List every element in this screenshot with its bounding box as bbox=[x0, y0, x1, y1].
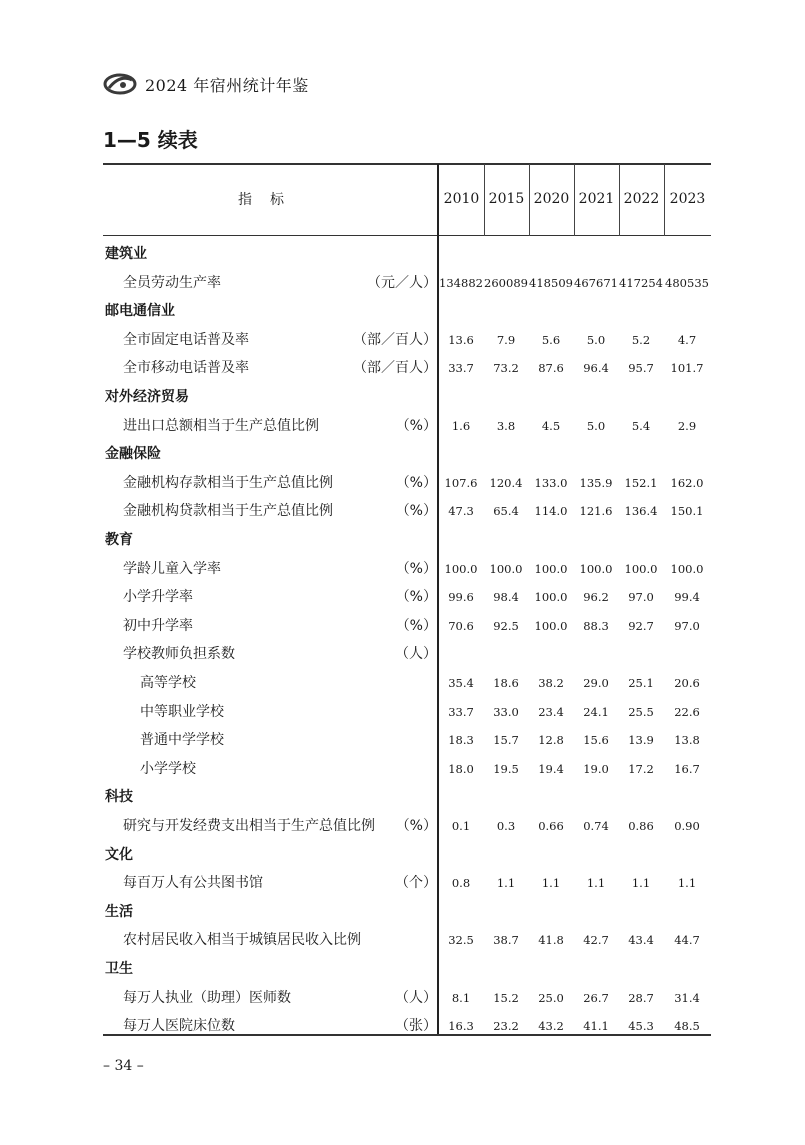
value-cell-2022: 92.7 bbox=[628, 618, 654, 633]
table-row bbox=[103, 497, 711, 525]
indicator-label: 小学学校 bbox=[140, 760, 196, 777]
category-row bbox=[103, 526, 711, 554]
value-cell-2022: 152.1 bbox=[624, 475, 658, 490]
value-cell-2022: 5.2 bbox=[631, 332, 651, 347]
value-cell-2020: 100.0 bbox=[534, 590, 568, 605]
table-row bbox=[103, 926, 711, 954]
unit-label: （个） bbox=[395, 875, 437, 892]
unit-label: （%） bbox=[395, 617, 437, 634]
value-cell-2020: 41.8 bbox=[538, 933, 564, 948]
indicator-label: 进出口总额相当于生产总值比例 bbox=[123, 417, 319, 434]
value-cell-2022: 25.1 bbox=[628, 676, 654, 690]
value-cell-2010: 18.0 bbox=[448, 761, 474, 776]
unit-label: （%） bbox=[395, 589, 437, 606]
table-row bbox=[103, 869, 711, 897]
value-cell-2020: 4.5 bbox=[541, 418, 561, 433]
unit-label: （元／人） bbox=[367, 274, 437, 291]
indicator-label: 普通中学学校 bbox=[140, 732, 224, 749]
indicator-label: 学校教师负担系数 bbox=[123, 646, 235, 663]
table-row bbox=[103, 812, 711, 840]
value-cell-2022: 45.3 bbox=[628, 1019, 654, 1034]
value-cell-2021: 96.4 bbox=[583, 361, 609, 376]
value-cell-2010: 35.4 bbox=[448, 676, 474, 690]
value-cell-2022: 13.9 bbox=[628, 733, 654, 748]
category-label: 邮电通信业 bbox=[105, 303, 175, 320]
table-row bbox=[103, 555, 711, 583]
value-cell-2021: 15.6 bbox=[583, 733, 609, 748]
value-cell-2015: 0.3 bbox=[496, 819, 516, 833]
category-label: 金融保险 bbox=[105, 446, 161, 463]
value-cell-2023: 0.90 bbox=[674, 819, 700, 833]
unit-label: （部／百人） bbox=[353, 360, 437, 377]
value-cell-2010: 107.6 bbox=[444, 475, 478, 490]
value-cell-2010: 32.5 bbox=[448, 933, 474, 948]
value-cell-2023: 1.1 bbox=[677, 876, 697, 891]
table-row bbox=[103, 698, 711, 726]
value-cell-2020: 87.6 bbox=[538, 361, 564, 376]
category-row bbox=[103, 898, 711, 926]
value-cell-2020: 1.1 bbox=[541, 876, 561, 891]
value-cell-2023: 97.0 bbox=[674, 618, 700, 633]
indicator-column-header: 指标 bbox=[238, 192, 302, 208]
value-cell-2022: 25.5 bbox=[628, 704, 654, 719]
value-cell-2010: 100.0 bbox=[444, 561, 478, 576]
value-cell-2010: 0.1 bbox=[451, 819, 471, 833]
value-cell-2021: 26.7 bbox=[583, 990, 609, 1005]
value-cell-2020: 114.0 bbox=[534, 504, 568, 519]
value-cell-2015: 3.8 bbox=[496, 418, 516, 433]
table-row bbox=[103, 726, 711, 754]
category-label: 文化 bbox=[105, 846, 133, 863]
category-label: 教育 bbox=[105, 532, 133, 548]
unit-label: （%） bbox=[395, 503, 437, 520]
value-cell-2021: 0.74 bbox=[583, 819, 609, 833]
value-cell-2023: 48.5 bbox=[674, 1019, 700, 1034]
value-cell-2010: 1.6 bbox=[451, 418, 471, 433]
category-label: 建筑业 bbox=[105, 246, 147, 262]
value-cell-2023: 16.7 bbox=[674, 761, 700, 776]
value-cell-2023: 20.6 bbox=[674, 676, 700, 690]
unit-label: （%） bbox=[395, 474, 437, 491]
indicator-label: 研究与开发经费支出相当于生产总值比例 bbox=[123, 818, 375, 834]
category-row bbox=[103, 841, 711, 869]
value-cell-2020: 100.0 bbox=[534, 561, 568, 576]
value-cell-2022: 28.7 bbox=[628, 990, 654, 1005]
indicator-label: 金融机构存款相当于生产总值比例 bbox=[123, 474, 333, 491]
indicator-label: 高等学校 bbox=[140, 675, 196, 691]
value-cell-2015: 120.4 bbox=[489, 475, 523, 490]
unit-label: （人） bbox=[395, 646, 437, 663]
indicator-label: 小学升学率 bbox=[123, 589, 193, 606]
page-number: – 34 – bbox=[103, 1058, 144, 1074]
value-cell-2010: 33.7 bbox=[448, 704, 474, 719]
table-row bbox=[103, 412, 711, 440]
category-label: 卫生 bbox=[105, 961, 133, 977]
table-row bbox=[103, 612, 711, 640]
value-cell-2022: 95.7 bbox=[628, 361, 654, 376]
indicator-label: 中等职业学校 bbox=[140, 703, 224, 720]
table-row bbox=[103, 640, 711, 668]
value-cell-2015: 7.9 bbox=[496, 332, 516, 347]
value-cell-2021: 42.7 bbox=[583, 933, 609, 948]
category-row bbox=[103, 783, 711, 811]
year-header-2022: 2022 bbox=[623, 191, 660, 207]
value-cell-2023: 480535 bbox=[665, 275, 709, 290]
value-cell-2015: 18.6 bbox=[493, 676, 519, 690]
unit-label: （部／百人） bbox=[353, 331, 437, 348]
category-row bbox=[103, 383, 711, 411]
value-cell-2015: 33.0 bbox=[493, 704, 519, 719]
indicator-label: 农村居民收入相当于城镇居民收入比例 bbox=[123, 932, 361, 949]
value-cell-2015: 73.2 bbox=[493, 361, 519, 376]
value-cell-2022: 5.4 bbox=[631, 418, 651, 433]
value-cell-2020: 0.66 bbox=[538, 819, 564, 833]
unit-label: （%） bbox=[395, 560, 437, 577]
yearbook-title: 2024 年宿州统计年鉴 bbox=[145, 75, 309, 95]
value-cell-2021: 100.0 bbox=[579, 561, 613, 576]
value-cell-2021: 88.3 bbox=[583, 618, 609, 633]
value-cell-2020: 19.4 bbox=[538, 761, 564, 776]
value-cell-2022: 17.2 bbox=[628, 761, 654, 776]
indicator-label: 每万人医院床位数 bbox=[123, 1018, 235, 1035]
year-header-2020: 2020 bbox=[533, 191, 570, 207]
category-label: 对外经济贸易 bbox=[105, 389, 189, 405]
category-label: 科技 bbox=[105, 789, 133, 806]
table-title: 1—5 续表 bbox=[103, 128, 198, 152]
value-cell-2021: 29.0 bbox=[583, 676, 609, 690]
category-label: 生活 bbox=[105, 903, 133, 920]
value-cell-2022: 136.4 bbox=[624, 504, 658, 519]
value-cell-2015: 15.7 bbox=[493, 733, 519, 748]
indicator-label: 全市移动电话普及率 bbox=[123, 360, 249, 377]
page-header bbox=[103, 68, 309, 100]
value-cell-2023: 99.4 bbox=[674, 590, 700, 605]
value-cell-2015: 38.7 bbox=[493, 933, 519, 948]
category-row bbox=[103, 955, 711, 983]
indicator-label: 初中升学率 bbox=[123, 617, 193, 634]
value-cell-2015: 23.2 bbox=[493, 1019, 519, 1034]
value-cell-2023: 150.1 bbox=[670, 504, 704, 519]
value-cell-2021: 96.2 bbox=[583, 590, 609, 605]
value-cell-2023: 13.8 bbox=[674, 733, 700, 748]
table-row bbox=[103, 984, 711, 1012]
value-cell-2023: 4.7 bbox=[677, 332, 697, 347]
indicator-label: 金融机构贷款相当于生产总值比例 bbox=[123, 503, 333, 520]
value-cell-2022: 1.1 bbox=[631, 876, 651, 891]
year-header-2023: 2023 bbox=[669, 191, 706, 207]
table-row bbox=[103, 669, 711, 697]
table-row bbox=[103, 755, 711, 783]
statistics-yearbook-logo-icon bbox=[103, 72, 137, 96]
value-cell-2021: 5.0 bbox=[586, 418, 606, 433]
value-cell-2022: 43.4 bbox=[628, 933, 654, 948]
value-cell-2020: 38.2 bbox=[538, 676, 564, 690]
value-cell-2020: 12.8 bbox=[538, 733, 564, 748]
category-row bbox=[103, 297, 711, 325]
value-cell-2020: 133.0 bbox=[534, 475, 568, 490]
value-cell-2023: 2.9 bbox=[677, 418, 697, 433]
unit-label: （张） bbox=[395, 1018, 437, 1035]
value-cell-2020: 418509 bbox=[529, 275, 573, 290]
value-cell-2023: 162.0 bbox=[670, 475, 704, 490]
value-cell-2020: 43.2 bbox=[538, 1019, 564, 1034]
table-row bbox=[103, 326, 711, 354]
value-cell-2021: 467671 bbox=[574, 275, 618, 290]
value-cell-2010: 99.6 bbox=[448, 590, 474, 605]
value-cell-2021: 5.0 bbox=[586, 332, 606, 347]
value-cell-2015: 65.4 bbox=[493, 504, 519, 519]
value-cell-2010: 134882 bbox=[439, 275, 483, 290]
value-cell-2010: 18.3 bbox=[448, 733, 474, 748]
unit-label: （%） bbox=[395, 417, 437, 434]
value-cell-2020: 5.6 bbox=[541, 332, 561, 347]
value-cell-2010: 0.8 bbox=[451, 876, 471, 891]
value-cell-2023: 44.7 bbox=[674, 933, 700, 948]
value-cell-2010: 47.3 bbox=[448, 504, 474, 519]
value-cell-2021: 121.6 bbox=[579, 504, 613, 519]
value-cell-2022: 0.86 bbox=[628, 819, 654, 833]
indicator-label: 学龄儿童入学率 bbox=[123, 560, 221, 577]
year-header-2015: 2015 bbox=[488, 191, 525, 207]
value-cell-2023: 100.0 bbox=[670, 561, 704, 576]
value-cell-2021: 24.1 bbox=[583, 704, 609, 719]
indicator-label: 每万人执业（助理）医师数 bbox=[123, 989, 291, 1006]
table-row bbox=[103, 269, 711, 297]
indicator-label: 全员劳动生产率 bbox=[123, 274, 221, 291]
value-cell-2023: 22.6 bbox=[674, 704, 700, 719]
value-cell-2020: 23.4 bbox=[538, 704, 564, 719]
value-cell-2010: 70.6 bbox=[448, 618, 474, 633]
value-cell-2021: 1.1 bbox=[586, 876, 606, 891]
category-row bbox=[103, 240, 711, 268]
table-row bbox=[103, 469, 711, 497]
unit-label: （%） bbox=[395, 818, 437, 834]
value-cell-2015: 1.1 bbox=[496, 876, 516, 891]
value-cell-2015: 15.2 bbox=[493, 990, 519, 1005]
value-cell-2015: 92.5 bbox=[493, 618, 519, 633]
value-cell-2022: 100.0 bbox=[624, 561, 658, 576]
value-cell-2015: 100.0 bbox=[489, 561, 523, 576]
unit-label: （人） bbox=[395, 989, 437, 1006]
value-cell-2021: 19.0 bbox=[583, 761, 609, 776]
value-cell-2015: 98.4 bbox=[493, 590, 519, 605]
value-cell-2022: 97.0 bbox=[628, 590, 654, 605]
table-row bbox=[103, 583, 711, 611]
year-header-2010: 2010 bbox=[443, 191, 480, 207]
table-row bbox=[103, 354, 711, 382]
year-header-2021: 2021 bbox=[578, 191, 615, 207]
value-cell-2010: 13.6 bbox=[448, 332, 474, 347]
value-cell-2010: 8.1 bbox=[451, 990, 471, 1005]
value-cell-2020: 100.0 bbox=[534, 618, 568, 633]
indicator-label: 全市固定电话普及率 bbox=[123, 331, 249, 348]
value-cell-2010: 16.3 bbox=[448, 1019, 474, 1034]
value-cell-2022: 417254 bbox=[619, 275, 663, 290]
category-row bbox=[103, 440, 711, 468]
value-cell-2021: 41.1 bbox=[583, 1019, 609, 1034]
value-cell-2023: 31.4 bbox=[674, 990, 700, 1005]
value-cell-2010: 33.7 bbox=[448, 361, 474, 376]
value-cell-2015: 260089 bbox=[484, 275, 528, 290]
value-cell-2023: 101.7 bbox=[670, 361, 704, 376]
indicator-label: 每百万人有公共图书馆 bbox=[123, 875, 263, 892]
table-row bbox=[103, 1012, 711, 1040]
value-cell-2021: 135.9 bbox=[579, 475, 613, 490]
value-cell-2015: 19.5 bbox=[493, 761, 519, 776]
value-cell-2020: 25.0 bbox=[538, 990, 564, 1005]
